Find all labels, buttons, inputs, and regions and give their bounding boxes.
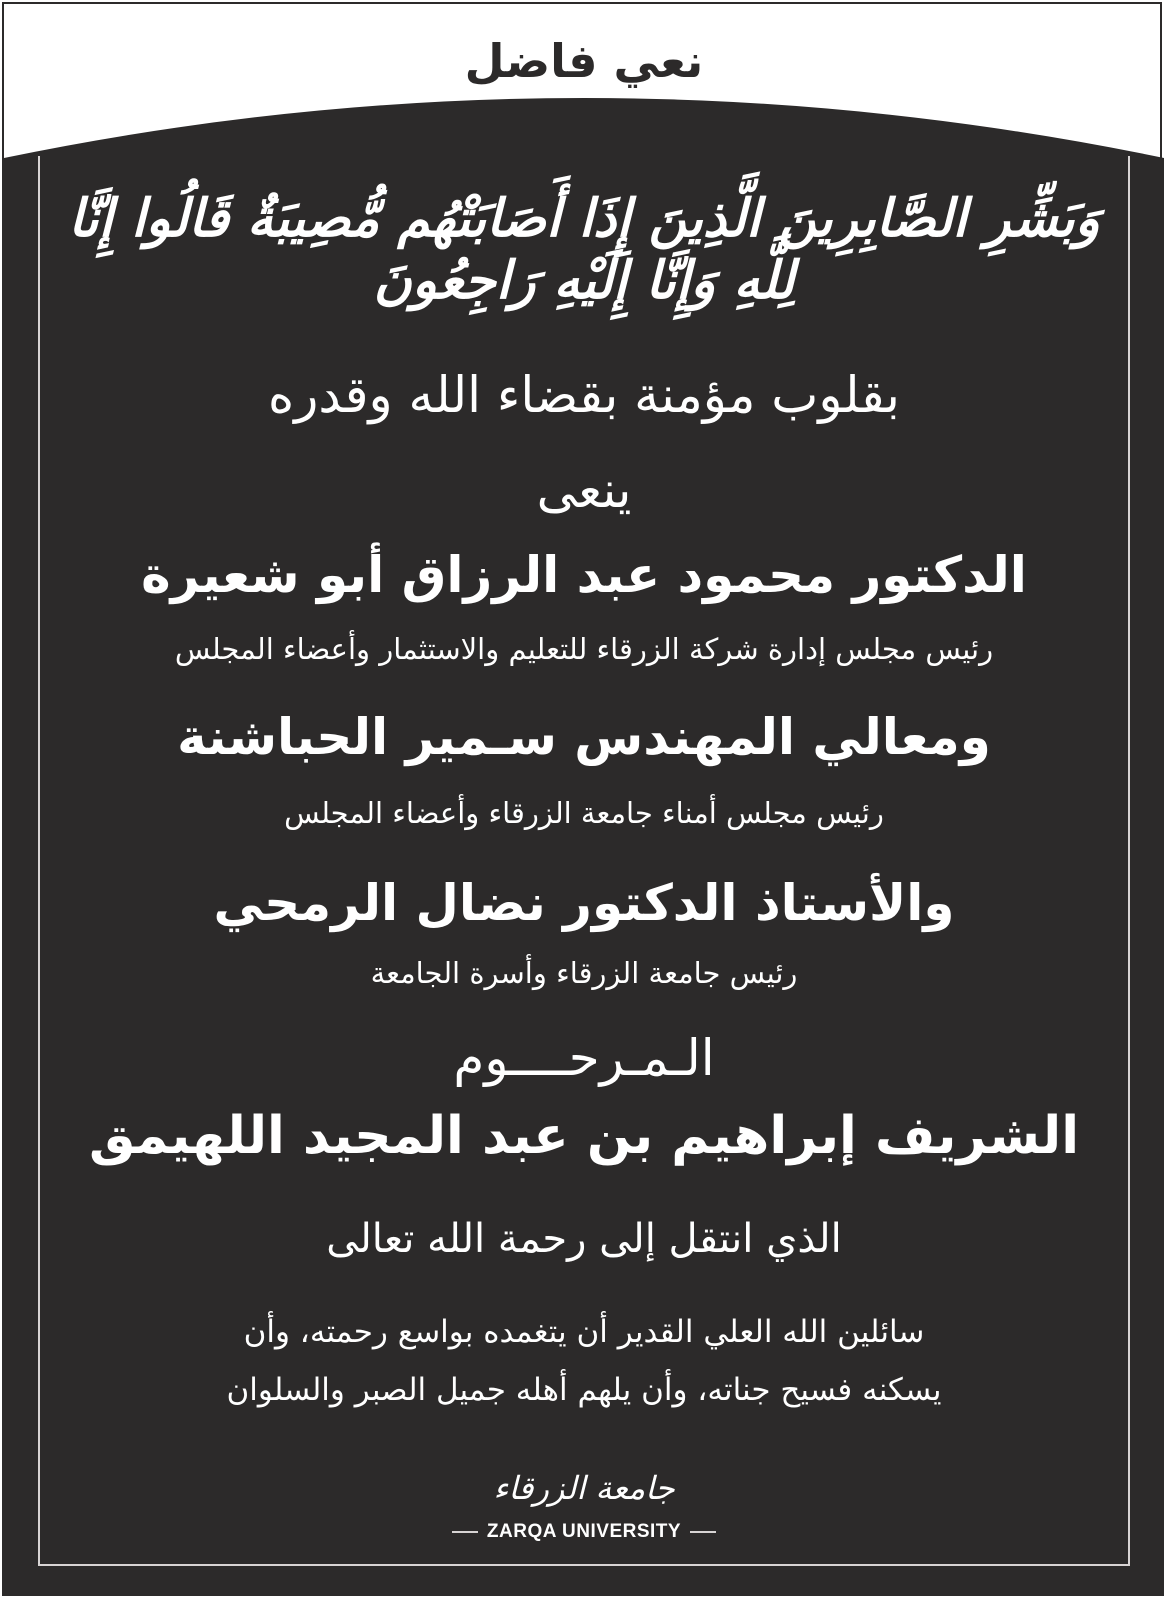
mourner-title: رئيس جامعة الزرقاء وأسرة الجامعة xyxy=(370,956,798,990)
prayer-line: سائلين الله العلي القدير أن يتغمده بواسع رحمته، وأن xyxy=(243,1314,925,1350)
prayer-line: يسكنه فسيح جناته، وأن يلهم أهله جميل الصبر والسلوان xyxy=(226,1372,942,1408)
mourner-name: الدكتور محمود عبد الرزاق أبو شعيرة xyxy=(141,546,1027,604)
passed-away-line: الذي انتقل إلى رحمة الله تعالى xyxy=(326,1216,842,1262)
page-title: نعي فاضل xyxy=(464,34,704,88)
deceased-label: الـمـرحــــوم xyxy=(453,1029,715,1087)
logo-rule-left xyxy=(452,1531,478,1533)
faith-line: بقلوب مؤمنة بقضاء الله وقدره xyxy=(268,366,900,424)
mourner-name: والأستاذ الدكتور نضال الرمحي xyxy=(213,874,955,932)
logo-latin-text: ZARQA UNIVERSITY xyxy=(486,1521,682,1542)
deceased-name: الشريف إبراهيم بن عبد المجيد اللهيمق xyxy=(88,1106,1080,1166)
announces-line: ينعى xyxy=(536,461,632,519)
quran-verse: وَبَشِّرِ الصَّابِرِينَ الَّذِينَ إِذَا أَصَابَتْهُم مُّصِيبَةٌ قَالُوا إِنَّا لِلَّهِ وَإِنَّا إِلَيْهِ رَاجِعُونَ xyxy=(68,188,1100,311)
mourner-title: رئيس مجلس أمناء جامعة الزرقاء وأعضاء المجلس xyxy=(284,796,884,830)
logo-rule-right xyxy=(690,1531,716,1533)
zarqa-university-logo xyxy=(484,1460,684,1552)
mourner-title: رئيس مجلس إدارة شركة الزرقاء للتعليم والاستثمار وأعضاء المجلس xyxy=(174,632,994,666)
mourner-name: ومعالي المهندس سـمير الحباشنة xyxy=(177,708,991,766)
logo-arabic-text: جامعة الزرقاء xyxy=(493,1469,675,1507)
